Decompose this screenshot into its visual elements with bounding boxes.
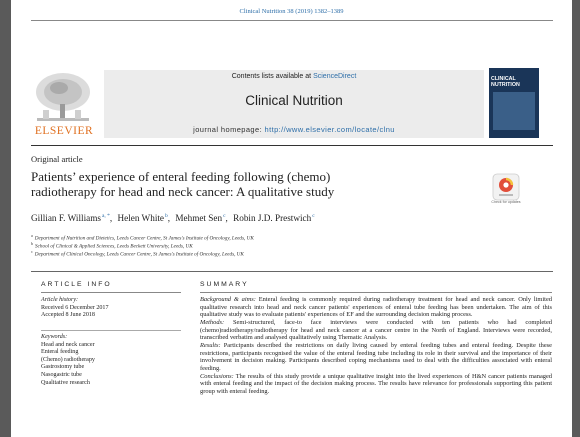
author-name[interactable]: Gillian F. Williams$^{a, *}$,: [31, 213, 113, 223]
article-info-rule: [41, 292, 181, 293]
header-rule-bottom: [31, 145, 553, 146]
article-info-heading: ARTICLE INFO: [41, 281, 112, 288]
homepage-prefix: journal homepage:: [193, 125, 263, 134]
article-info-separator: [41, 330, 181, 331]
article-type: Original article: [31, 154, 83, 164]
abstract-background: Background & aims: Enteral feeding is commonly required during radiotherapy treatment for head and neck cancer. Only limited qualitative research into head and neck cancer patients' experiences of enteral tube feeding has been undertaken. The aim of this qualitative study was to evaluate patients' experiences of EF and the surrounding decision making process.: [200, 296, 552, 319]
article-title-line-2: radiotherapy for head and neck cancer: A qualitative study: [31, 184, 335, 199]
article-title: [31, 169, 461, 199]
journal-homepage-line: [104, 125, 484, 134]
header-rule-top: [31, 20, 553, 21]
contents-prefix: Contents lists available at: [231, 73, 312, 80]
summary-heading: SUMMARY: [200, 281, 249, 288]
cover-title: CLINICAL NUTRITION: [491, 76, 520, 88]
history-label: Article history:: [41, 297, 79, 303]
author-name[interactable]: Robin J.D. Prestwich$^c$: [233, 213, 315, 223]
affiliation-b: $^b$School of Clinical & Applied Sciences, Leeds Beckett University, Leeds, UK: [31, 241, 193, 250]
abstract-methods: Methods: Semi-structured, face-to face interviews were conducted with ten patients who had completed (chemo)radiotherapy/radiotherapy for head and neck cancer at a cancer centre in the North of England. Interviews were recorded, transcribed verbatim and analysed qualitatively using Thematic Analysis.: [200, 318, 552, 342]
article-page: [11, 0, 572, 437]
keyword-item[interactable]: Head and neck cancer: [41, 341, 95, 348]
abstract-results: Results: Participants described the restrictions on daily living caused by enteral feeding tubes and enteral feeding. Despite these restrictions, participants recognised the value of the enteral feeding tube including its role in their survival and the importance of their involvement in decision making. Participants described coping mechanisms used to deal with the difficulties associated with enteral feeding.: [200, 341, 553, 372]
keyword-item[interactable]: (Chemo) radiotherapy: [41, 356, 95, 363]
journal-cover-thumbnail[interactable]: [489, 68, 539, 138]
keyword-item[interactable]: Gastrostomy tube: [41, 364, 85, 371]
accepted-date: Accepted 8 June 2018: [41, 312, 95, 319]
author-list: [31, 213, 315, 223]
check-for-updates-icon[interactable]: [492, 173, 520, 201]
keywords-block: [41, 334, 95, 387]
contents-line: [104, 73, 484, 80]
publisher-logo-text[interactable]: ELSEVIER: [34, 125, 94, 137]
abstract-conclusions: Conclusions: The results of this study provide a unique qualitative insight into the lived experiences of H&N cancer patients managed with enteral feeding and the impact of the decision making process. The results have relevance for professionals supporting this patient group with enteral feeding.: [200, 372, 553, 395]
article-history: [41, 297, 109, 320]
check-for-updates-label[interactable]: Check for updates: [491, 200, 521, 204]
keyword-item[interactable]: Enteral feeding: [41, 349, 79, 356]
section-divider: [31, 271, 553, 272]
received-date: Received 6 December 2017: [41, 304, 109, 311]
keyword-item[interactable]: Qualitative research: [41, 379, 90, 386]
affiliation-c: $^c$Department of Clinical Oncology, Leeds Cancer Centre, St James's Institute of Oncology, Leeds, UK: [31, 249, 244, 258]
affiliation-a: $^a$Department of Nutrition and Dietetics, Leeds Cancer Centre, St James's Institute of Oncology, Leeds, UK: [31, 233, 254, 242]
article-title-line-1: Patients’ experience of enteral feeding following (chemo): [31, 169, 331, 184]
keywords-label: Keywords:: [41, 334, 68, 340]
journal-title: Clinical Nutrition: [245, 93, 343, 108]
journal-citation[interactable]: Clinical Nutrition 38 (2019) 1382–1389: [239, 8, 344, 15]
author-name[interactable]: Mehmet Sen$^c$,: [175, 213, 228, 223]
cover-image-icon: [493, 92, 535, 130]
keyword-item[interactable]: Nasogastric tube: [41, 371, 82, 378]
homepage-link[interactable]: http://www.elsevier.com/locate/clnu: [264, 125, 395, 134]
summary-abstract: [200, 296, 552, 396]
summary-rule: [200, 292, 552, 293]
author-name[interactable]: Helen White$^b$,: [117, 213, 171, 223]
sciencedirect-link[interactable]: ScienceDirect: [313, 73, 357, 80]
